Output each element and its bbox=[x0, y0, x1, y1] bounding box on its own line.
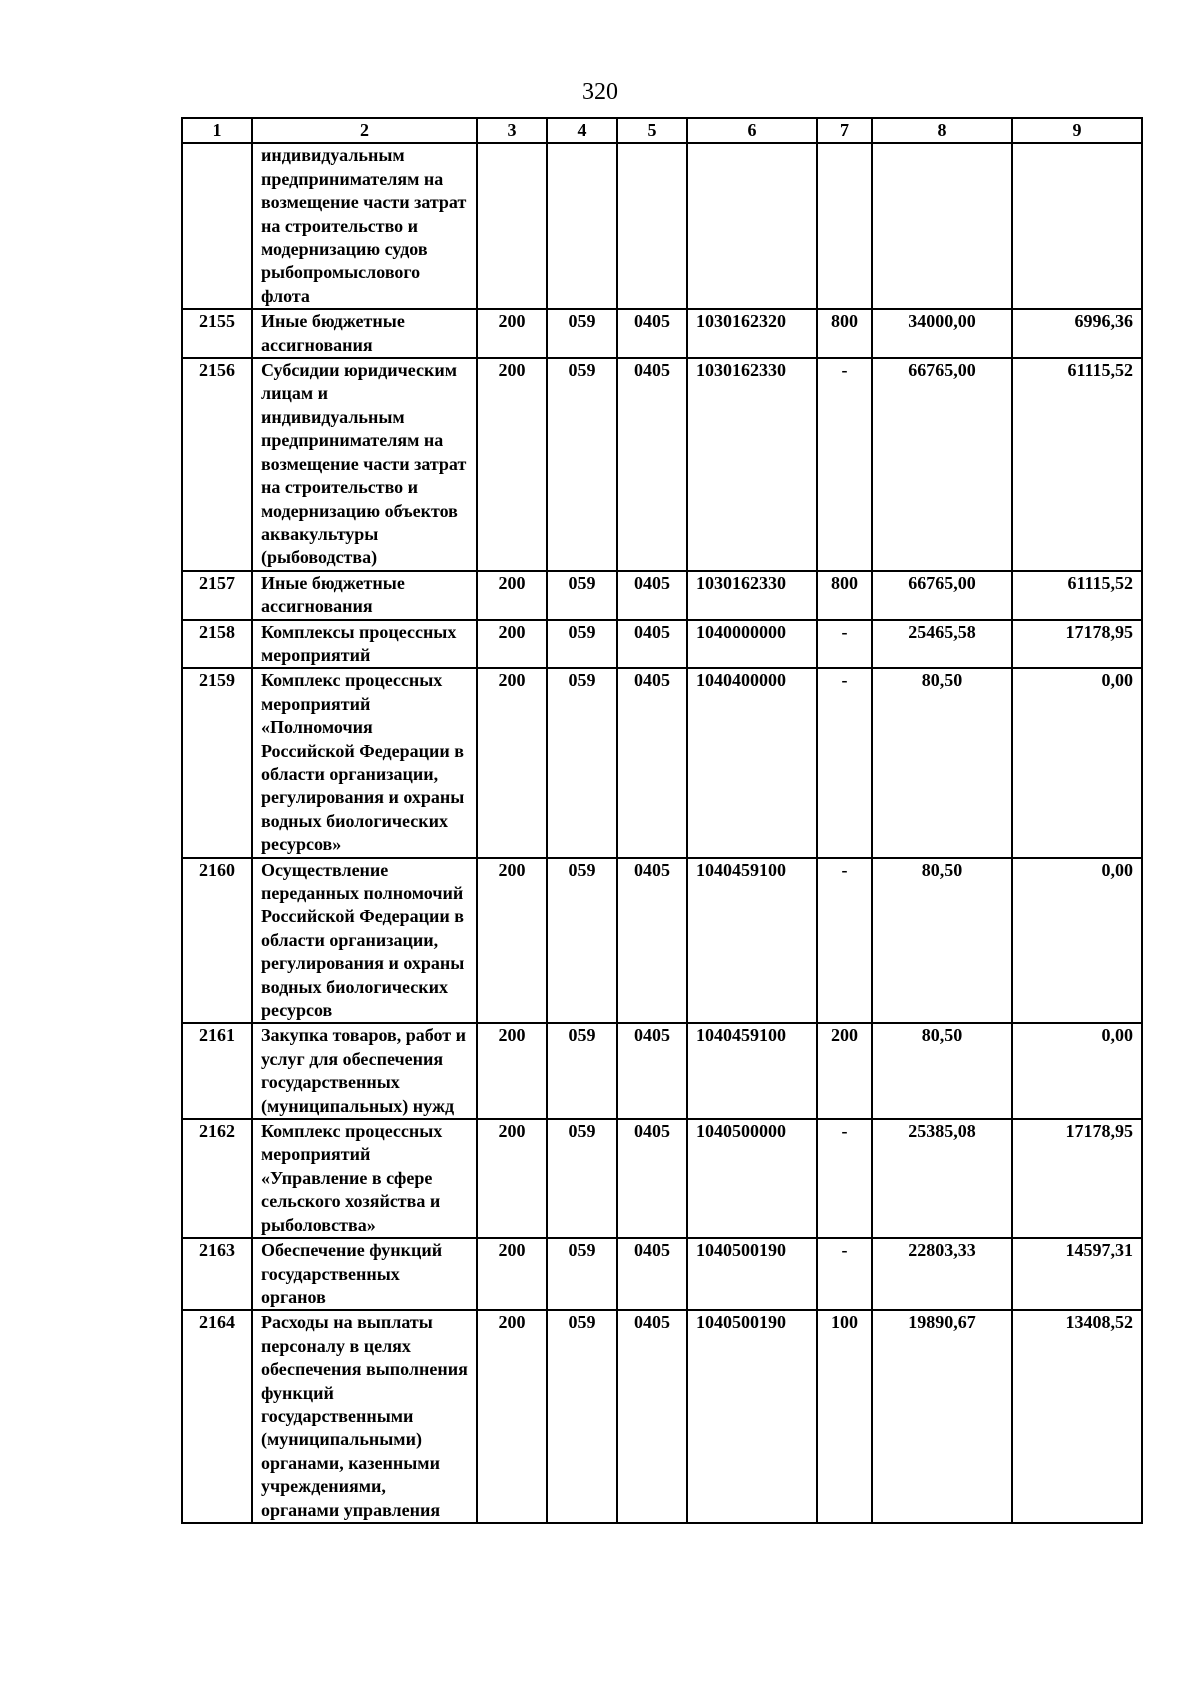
table-row bbox=[182, 1119, 1142, 1238]
column-9-cell: 0,00 bbox=[1012, 858, 1142, 1024]
column-7-cell: 800 bbox=[817, 571, 872, 620]
column-7-cell: - bbox=[817, 1119, 872, 1238]
column-7-cell: 100 bbox=[817, 1310, 872, 1523]
table-row bbox=[182, 1238, 1142, 1310]
row-name-cell: Осуществление переданных полномочий Российской Федерации в области организации, регулирования и охраны водных биологических ресурсов bbox=[252, 858, 477, 1024]
column-5-cell: 0405 bbox=[617, 1119, 687, 1238]
column-5-cell: 0405 bbox=[617, 571, 687, 620]
column-header: 8 bbox=[872, 118, 1012, 143]
row-number-cell: 2164 bbox=[182, 1310, 252, 1523]
column-3-cell: 200 bbox=[477, 309, 547, 358]
row-number-cell: 2162 bbox=[182, 1119, 252, 1238]
column-5-cell: 0405 bbox=[617, 1238, 687, 1310]
column-6-cell: 1040500190 bbox=[687, 1238, 817, 1310]
column-3-cell: 200 bbox=[477, 1238, 547, 1310]
table-row bbox=[182, 571, 1142, 620]
column-3-cell: 200 bbox=[477, 571, 547, 620]
column-8-cell: 80,50 bbox=[872, 668, 1012, 857]
column-7-cell: 200 bbox=[817, 1023, 872, 1119]
column-4-cell: 059 bbox=[547, 1238, 617, 1310]
column-5-cell: 0405 bbox=[617, 1023, 687, 1119]
column-9-cell: 17178,95 bbox=[1012, 620, 1142, 669]
column-header: 4 bbox=[547, 118, 617, 143]
table-row bbox=[182, 668, 1142, 857]
row-number-cell bbox=[182, 143, 252, 309]
column-7-cell: - bbox=[817, 858, 872, 1024]
column-8-cell: 25385,08 bbox=[872, 1119, 1012, 1238]
column-6-cell: 1040400000 bbox=[687, 668, 817, 857]
column-4-cell: 059 bbox=[547, 1310, 617, 1523]
column-4-cell: 059 bbox=[547, 571, 617, 620]
empty-cell bbox=[547, 143, 617, 309]
empty-cell bbox=[1012, 143, 1142, 309]
column-header: 2 bbox=[252, 118, 477, 143]
column-5-cell: 0405 bbox=[617, 858, 687, 1024]
column-4-cell: 059 bbox=[547, 668, 617, 857]
column-5-cell: 0405 bbox=[617, 620, 687, 669]
row-name-cell: Субсидии юридическим лицам и индивидуальным предпринимателям на возмещение части затрат на строительство и модернизацию объектов аквакультуры (рыбоводства) bbox=[252, 358, 477, 571]
column-7-cell: - bbox=[817, 358, 872, 571]
table-row-continuation bbox=[182, 143, 1142, 309]
column-4-cell: 059 bbox=[547, 858, 617, 1024]
column-9-cell: 17178,95 bbox=[1012, 1119, 1142, 1238]
column-8-cell: 34000,00 bbox=[872, 309, 1012, 358]
row-name-cell: Комплекс процессных мероприятий «Управление в сфере сельского хозяйства и рыболовства» bbox=[252, 1119, 477, 1238]
column-9-cell: 6996,36 bbox=[1012, 309, 1142, 358]
column-5-cell: 0405 bbox=[617, 358, 687, 571]
column-9-cell: 13408,52 bbox=[1012, 1310, 1142, 1523]
column-9-cell: 0,00 bbox=[1012, 1023, 1142, 1119]
column-3-cell: 200 bbox=[477, 1023, 547, 1119]
column-header: 9 bbox=[1012, 118, 1142, 143]
column-9-cell: 61115,52 bbox=[1012, 571, 1142, 620]
column-9-cell: 61115,52 bbox=[1012, 358, 1142, 571]
column-3-cell: 200 bbox=[477, 668, 547, 857]
column-header: 6 bbox=[687, 118, 817, 143]
column-6-cell: 1030162330 bbox=[687, 571, 817, 620]
row-number-cell: 2163 bbox=[182, 1238, 252, 1310]
column-7-cell: - bbox=[817, 1238, 872, 1310]
row-name-cell: индивидуальным предпринимателям на возмещение части затрат на строительство и модернизацию судов рыбопромыслового флота bbox=[252, 143, 477, 309]
row-name-cell: Комплекс процессных мероприятий «Полномочия Российской Федерации в области организации, регулирования и охраны водных биологических ресурсов» bbox=[252, 668, 477, 857]
column-3-cell: 200 bbox=[477, 858, 547, 1024]
column-7-cell: - bbox=[817, 668, 872, 857]
column-3-cell: 200 bbox=[477, 1119, 547, 1238]
column-header: 3 bbox=[477, 118, 547, 143]
column-9-cell: 14597,31 bbox=[1012, 1238, 1142, 1310]
budget-table bbox=[181, 117, 1143, 1524]
empty-cell bbox=[617, 143, 687, 309]
column-8-cell: 66765,00 bbox=[872, 571, 1012, 620]
row-number-cell: 2160 bbox=[182, 858, 252, 1024]
column-9-cell: 0,00 bbox=[1012, 668, 1142, 857]
column-4-cell: 059 bbox=[547, 1023, 617, 1119]
column-8-cell: 22803,33 bbox=[872, 1238, 1012, 1310]
column-4-cell: 059 bbox=[547, 309, 617, 358]
column-8-cell: 19890,67 bbox=[872, 1310, 1012, 1523]
column-3-cell: 200 bbox=[477, 620, 547, 669]
empty-cell bbox=[687, 143, 817, 309]
table-row bbox=[182, 309, 1142, 358]
empty-cell bbox=[477, 143, 547, 309]
row-number-cell: 2159 bbox=[182, 668, 252, 857]
table-row bbox=[182, 358, 1142, 571]
column-6-cell: 1030162330 bbox=[687, 358, 817, 571]
column-6-cell: 1040000000 bbox=[687, 620, 817, 669]
row-number-cell: 2155 bbox=[182, 309, 252, 358]
column-4-cell: 059 bbox=[547, 358, 617, 571]
column-6-cell: 1030162320 bbox=[687, 309, 817, 358]
column-7-cell: - bbox=[817, 620, 872, 669]
column-8-cell: 66765,00 bbox=[872, 358, 1012, 571]
column-4-cell: 059 bbox=[547, 1119, 617, 1238]
empty-cell bbox=[817, 143, 872, 309]
table-row bbox=[182, 1023, 1142, 1119]
column-6-cell: 1040500190 bbox=[687, 1310, 817, 1523]
row-name-cell: Обеспечение функций государственных органов bbox=[252, 1238, 477, 1310]
column-8-cell: 80,50 bbox=[872, 858, 1012, 1024]
column-header: 5 bbox=[617, 118, 687, 143]
column-5-cell: 0405 bbox=[617, 309, 687, 358]
table-row bbox=[182, 620, 1142, 669]
row-name-cell: Закупка товаров, работ и услуг для обеспечения государственных (муниципальных) нужд bbox=[252, 1023, 477, 1119]
row-name-cell: Иные бюджетные ассигнования bbox=[252, 309, 477, 358]
column-6-cell: 1040459100 bbox=[687, 1023, 817, 1119]
page-number: 320 bbox=[582, 79, 618, 105]
column-4-cell: 059 bbox=[547, 620, 617, 669]
column-5-cell: 0405 bbox=[617, 668, 687, 857]
column-header: 7 bbox=[817, 118, 872, 143]
table-row bbox=[182, 858, 1142, 1024]
column-8-cell: 80,50 bbox=[872, 1023, 1012, 1119]
column-header: 1 bbox=[182, 118, 252, 143]
table-header-row bbox=[182, 118, 1142, 143]
empty-cell bbox=[872, 143, 1012, 309]
row-name-cell: Комплексы процессных мероприятий bbox=[252, 620, 477, 669]
column-5-cell: 0405 bbox=[617, 1310, 687, 1523]
column-3-cell: 200 bbox=[477, 1310, 547, 1523]
column-7-cell: 800 bbox=[817, 309, 872, 358]
column-3-cell: 200 bbox=[477, 358, 547, 571]
column-8-cell: 25465,58 bbox=[872, 620, 1012, 669]
row-name-cell: Расходы на выплаты персоналу в целях обеспечения выполнения функций государственными (муниципальными) органами, казенными учреждениями, органами управления bbox=[252, 1310, 477, 1523]
row-name-cell: Иные бюджетные ассигнования bbox=[252, 571, 477, 620]
row-number-cell: 2157 bbox=[182, 571, 252, 620]
column-6-cell: 1040500000 bbox=[687, 1119, 817, 1238]
table-row bbox=[182, 1310, 1142, 1523]
column-6-cell: 1040459100 bbox=[687, 858, 817, 1024]
row-number-cell: 2156 bbox=[182, 358, 252, 571]
row-number-cell: 2158 bbox=[182, 620, 252, 669]
row-number-cell: 2161 bbox=[182, 1023, 252, 1119]
